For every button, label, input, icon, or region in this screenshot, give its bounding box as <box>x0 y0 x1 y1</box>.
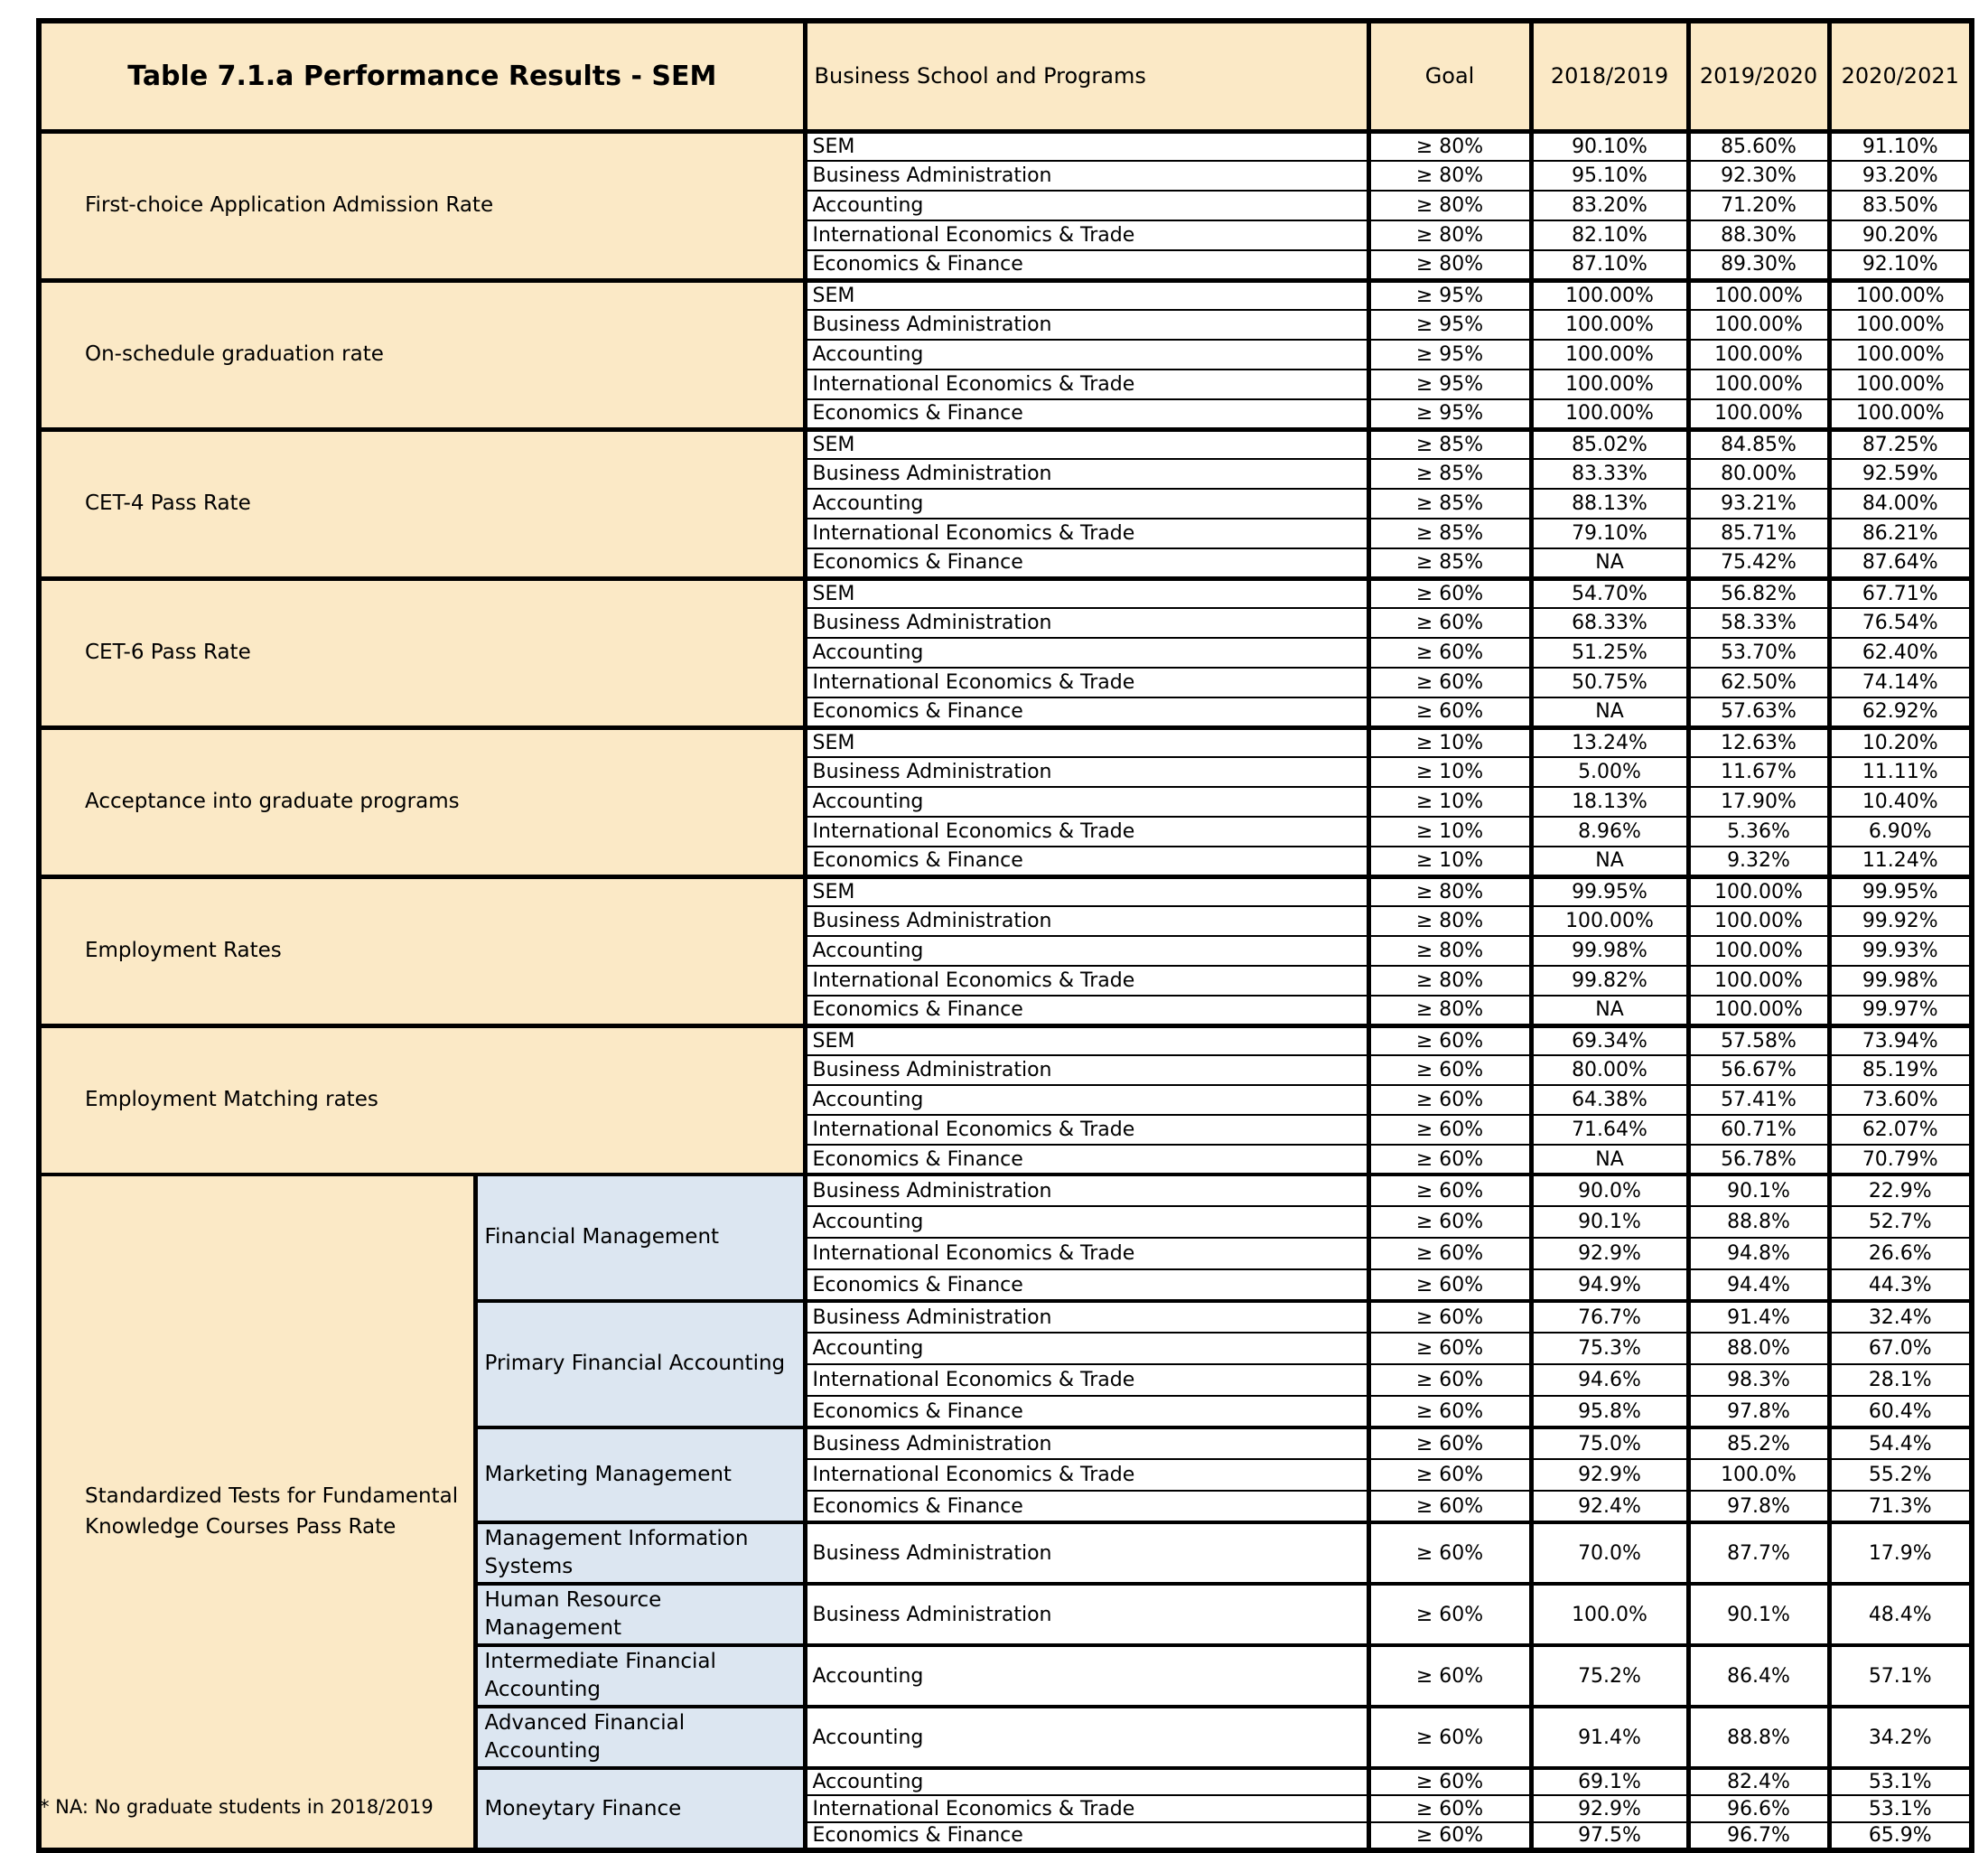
program-cell: Business Administration <box>805 1584 1368 1645</box>
value-cell: 26.6% <box>1829 1238 1972 1269</box>
value-cell: 98.3% <box>1688 1364 1829 1396</box>
goal-cell: ≥ 60% <box>1368 1301 1531 1333</box>
program-cell: Business Administration <box>805 1522 1368 1584</box>
value-cell: 67.0% <box>1829 1333 1972 1364</box>
value-cell: 87.10% <box>1531 250 1688 280</box>
program-cell: International Economics & Trade <box>805 370 1368 399</box>
goal-cell: ≥ 60% <box>1368 638 1531 668</box>
value-cell: NA <box>1531 697 1688 727</box>
value-cell: 79.10% <box>1531 519 1688 548</box>
goal-cell: ≥ 60% <box>1368 1707 1531 1768</box>
value-cell: 100.00% <box>1531 370 1688 399</box>
value-cell: 71.64% <box>1531 1115 1688 1145</box>
goal-cell: ≥ 80% <box>1368 876 1531 906</box>
value-cell: 88.30% <box>1688 220 1829 250</box>
program-cell: Accounting <box>805 1206 1368 1238</box>
value-cell: 83.20% <box>1531 191 1688 220</box>
value-cell: 11.11% <box>1829 757 1972 787</box>
program-cell: Accounting <box>805 340 1368 370</box>
column-header-programs: Business School and Programs <box>805 21 1368 131</box>
program-cell: Economics & Finance <box>805 847 1368 876</box>
category-cell: CET-4 Pass Rate <box>39 429 805 578</box>
program-cell: Business Administration <box>805 459 1368 489</box>
value-cell: 100.00% <box>1688 340 1829 370</box>
program-cell: SEM <box>805 1025 1368 1055</box>
program-cell: Business Administration <box>805 608 1368 638</box>
table-row <box>39 429 1972 459</box>
program-cell: International Economics & Trade <box>805 220 1368 250</box>
goal-cell: ≥ 60% <box>1368 608 1531 638</box>
value-cell: 64.38% <box>1531 1085 1688 1115</box>
program-cell: Economics & Finance <box>805 250 1368 280</box>
program-cell: SEM <box>805 876 1368 906</box>
value-cell: 56.82% <box>1688 578 1829 608</box>
value-cell: 100.00% <box>1688 280 1829 310</box>
value-cell: 11.24% <box>1829 847 1972 876</box>
value-cell: 71.3% <box>1829 1491 1972 1522</box>
goal-cell: ≥ 60% <box>1368 1645 1531 1707</box>
program-cell: Business Administration <box>805 1427 1368 1459</box>
goal-cell: ≥ 60% <box>1368 1206 1531 1238</box>
program-cell: Business Administration <box>805 161 1368 191</box>
value-cell: 70.79% <box>1829 1145 1972 1175</box>
value-cell: 62.07% <box>1829 1115 1972 1145</box>
value-cell: 99.95% <box>1829 876 1972 906</box>
value-cell: 93.20% <box>1829 161 1972 191</box>
goal-cell: ≥ 85% <box>1368 548 1531 578</box>
value-cell: 88.0% <box>1688 1333 1829 1364</box>
value-cell: 100.00% <box>1829 399 1972 429</box>
table-body <box>39 131 1972 1850</box>
value-cell: 100.00% <box>1829 370 1972 399</box>
goal-cell: ≥ 60% <box>1368 1522 1531 1584</box>
value-cell: 100.00% <box>1688 370 1829 399</box>
column-header-2018-2019: 2018/2019 <box>1531 21 1688 131</box>
goal-cell: ≥ 10% <box>1368 847 1531 876</box>
category-cell: Employment Matching rates <box>39 1025 805 1175</box>
value-cell: 5.00% <box>1531 757 1688 787</box>
value-cell: 86.21% <box>1829 519 1972 548</box>
performance-table <box>36 18 1974 1853</box>
value-cell: 91.4% <box>1531 1707 1688 1768</box>
column-header-2019-2020: 2019/2020 <box>1688 21 1829 131</box>
value-cell: 94.4% <box>1688 1269 1829 1301</box>
value-cell: 10.40% <box>1829 787 1972 817</box>
goal-cell: ≥ 60% <box>1368 578 1531 608</box>
value-cell: 62.50% <box>1688 668 1829 697</box>
value-cell: 99.93% <box>1829 936 1972 966</box>
program-cell: Economics & Finance <box>805 697 1368 727</box>
value-cell: 62.92% <box>1829 697 1972 727</box>
goal-cell: ≥ 95% <box>1368 340 1531 370</box>
program-cell: Economics & Finance <box>805 548 1368 578</box>
value-cell: 70.0% <box>1531 1522 1688 1584</box>
goal-cell: ≥ 95% <box>1368 310 1531 340</box>
value-cell: 92.4% <box>1531 1491 1688 1522</box>
program-cell: SEM <box>805 727 1368 757</box>
program-cell: International Economics & Trade <box>805 1115 1368 1145</box>
value-cell: 100.00% <box>1531 906 1688 936</box>
table-title: Table 7.1.a Performance Results - SEM <box>39 21 805 131</box>
program-cell: Accounting <box>805 1645 1368 1707</box>
value-cell: 74.14% <box>1829 668 1972 697</box>
goal-cell: ≥ 60% <box>1368 1459 1531 1491</box>
value-cell: 85.2% <box>1688 1427 1829 1459</box>
goal-cell: ≥ 95% <box>1368 399 1531 429</box>
value-cell: 57.63% <box>1688 697 1829 727</box>
value-cell: 90.0% <box>1531 1175 1688 1206</box>
program-cell: International Economics & Trade <box>805 519 1368 548</box>
category-cell: On-schedule graduation rate <box>39 280 805 429</box>
goal-cell: ≥ 60% <box>1368 1768 1531 1795</box>
value-cell: 73.60% <box>1829 1085 1972 1115</box>
category-cell: First-choice Application Admission Rate <box>39 131 805 280</box>
value-cell: 100.00% <box>1531 399 1688 429</box>
subcategory-cell: Marketing Management <box>475 1427 805 1522</box>
subcategory-cell: Management Information Systems <box>475 1522 805 1584</box>
value-cell: 57.58% <box>1688 1025 1829 1055</box>
value-cell: 88.13% <box>1531 489 1688 519</box>
program-cell: International Economics & Trade <box>805 966 1368 996</box>
value-cell: 6.90% <box>1829 817 1972 847</box>
program-cell: Business Administration <box>805 906 1368 936</box>
value-cell: 57.1% <box>1829 1645 1972 1707</box>
goal-cell: ≥ 60% <box>1368 1396 1531 1427</box>
program-cell: Accounting <box>805 191 1368 220</box>
value-cell: 82.4% <box>1688 1768 1829 1795</box>
program-cell: Economics & Finance <box>805 1822 1368 1850</box>
value-cell: NA <box>1531 996 1688 1025</box>
program-cell: Accounting <box>805 1768 1368 1795</box>
value-cell: 100.0% <box>1531 1584 1688 1645</box>
subcategory-cell: Human Resource Management <box>475 1584 805 1645</box>
value-cell: 48.4% <box>1829 1584 1972 1645</box>
value-cell: 55.2% <box>1829 1459 1972 1491</box>
value-cell: 83.33% <box>1531 459 1688 489</box>
goal-cell: ≥ 85% <box>1368 519 1531 548</box>
value-cell: 99.95% <box>1531 876 1688 906</box>
value-cell: 56.78% <box>1688 1145 1829 1175</box>
goal-cell: ≥ 80% <box>1368 966 1531 996</box>
goal-cell: ≥ 60% <box>1368 1427 1531 1459</box>
goal-cell: ≥ 60% <box>1368 1364 1531 1396</box>
program-cell: International Economics & Trade <box>805 1795 1368 1822</box>
value-cell: 91.10% <box>1829 131 1972 161</box>
value-cell: 88.8% <box>1688 1707 1829 1768</box>
value-cell: NA <box>1531 548 1688 578</box>
value-cell: 85.19% <box>1829 1055 1972 1085</box>
value-cell: 100.00% <box>1688 399 1829 429</box>
value-cell: 80.00% <box>1688 459 1829 489</box>
value-cell: 100.00% <box>1688 936 1829 966</box>
value-cell: 60.4% <box>1829 1396 1972 1427</box>
value-cell: 54.70% <box>1531 578 1688 608</box>
program-cell: Accounting <box>805 1333 1368 1364</box>
value-cell: 53.70% <box>1688 638 1829 668</box>
program-cell: Economics & Finance <box>805 1396 1368 1427</box>
value-cell: 99.92% <box>1829 906 1972 936</box>
value-cell: 65.9% <box>1829 1822 1972 1850</box>
value-cell: 99.82% <box>1531 966 1688 996</box>
value-cell: 91.4% <box>1688 1301 1829 1333</box>
subcategory-cell: Financial Management <box>475 1175 805 1301</box>
value-cell: 87.25% <box>1829 429 1972 459</box>
goal-cell: ≥ 80% <box>1368 220 1531 250</box>
value-cell: 89.30% <box>1688 250 1829 280</box>
value-cell: 92.9% <box>1531 1459 1688 1491</box>
value-cell: 9.32% <box>1688 847 1829 876</box>
value-cell: 88.8% <box>1688 1206 1829 1238</box>
goal-cell: ≥ 60% <box>1368 1145 1531 1175</box>
goal-cell: ≥ 85% <box>1368 489 1531 519</box>
goal-cell: ≥ 80% <box>1368 996 1531 1025</box>
value-cell: 85.02% <box>1531 429 1688 459</box>
goal-cell: ≥ 60% <box>1368 1115 1531 1145</box>
value-cell: 44.3% <box>1829 1269 1972 1301</box>
program-cell: International Economics & Trade <box>805 668 1368 697</box>
value-cell: 67.71% <box>1829 578 1972 608</box>
value-cell: 86.4% <box>1688 1645 1829 1707</box>
value-cell: 100.00% <box>1688 996 1829 1025</box>
program-cell: International Economics & Trade <box>805 817 1368 847</box>
goal-cell: ≥ 60% <box>1368 1822 1531 1850</box>
na-footnote: * NA: No graduate students in 2018/2019 <box>40 1796 434 1818</box>
value-cell: 10.20% <box>1829 727 1972 757</box>
program-cell: Business Administration <box>805 310 1368 340</box>
value-cell: 57.41% <box>1688 1085 1829 1115</box>
subcategory-cell: Advanced Financial Accounting <box>475 1707 805 1768</box>
goal-cell: ≥ 95% <box>1368 280 1531 310</box>
value-cell: 100.00% <box>1688 966 1829 996</box>
value-cell: 75.3% <box>1531 1333 1688 1364</box>
value-cell: 34.2% <box>1829 1707 1972 1768</box>
value-cell: 97.5% <box>1531 1822 1688 1850</box>
value-cell: 100.00% <box>1688 876 1829 906</box>
table-row <box>39 131 1972 161</box>
goal-cell: ≥ 60% <box>1368 1025 1531 1055</box>
value-cell: 17.90% <box>1688 787 1829 817</box>
value-cell: 100.00% <box>1531 340 1688 370</box>
value-cell: 71.20% <box>1688 191 1829 220</box>
value-cell: 85.71% <box>1688 519 1829 548</box>
program-cell: SEM <box>805 578 1368 608</box>
goal-cell: ≥ 60% <box>1368 697 1531 727</box>
value-cell: NA <box>1531 1145 1688 1175</box>
value-cell: 96.6% <box>1688 1795 1829 1822</box>
value-cell: 62.40% <box>1829 638 1972 668</box>
value-cell: 90.20% <box>1829 220 1972 250</box>
column-header-goal: Goal <box>1368 21 1531 131</box>
value-cell: 95.10% <box>1531 161 1688 191</box>
goal-cell: ≥ 10% <box>1368 817 1531 847</box>
program-cell: SEM <box>805 131 1368 161</box>
table-row <box>39 727 1972 757</box>
value-cell: 32.4% <box>1829 1301 1972 1333</box>
program-cell: Accounting <box>805 1707 1368 1768</box>
program-cell: Accounting <box>805 787 1368 817</box>
value-cell: 68.33% <box>1531 608 1688 638</box>
value-cell: 92.10% <box>1829 250 1972 280</box>
goal-cell: ≥ 10% <box>1368 757 1531 787</box>
value-cell: 92.9% <box>1531 1238 1688 1269</box>
goal-cell: ≥ 10% <box>1368 727 1531 757</box>
value-cell: 54.4% <box>1829 1427 1972 1459</box>
goal-cell: ≥ 60% <box>1368 1238 1531 1269</box>
value-cell: 22.9% <box>1829 1175 1972 1206</box>
value-cell: 90.1% <box>1531 1206 1688 1238</box>
value-cell: 94.8% <box>1688 1238 1829 1269</box>
value-cell: 100.00% <box>1829 340 1972 370</box>
value-cell: 97.8% <box>1688 1396 1829 1427</box>
value-cell: 92.9% <box>1531 1795 1688 1822</box>
program-cell: Accounting <box>805 489 1368 519</box>
table-row <box>39 1175 1972 1206</box>
value-cell: 53.1% <box>1829 1768 1972 1795</box>
value-cell: 100.00% <box>1829 310 1972 340</box>
value-cell: 75.0% <box>1531 1427 1688 1459</box>
value-cell: 93.21% <box>1688 489 1829 519</box>
value-cell: 8.96% <box>1531 817 1688 847</box>
value-cell: 100.00% <box>1829 280 1972 310</box>
goal-cell: ≥ 95% <box>1368 370 1531 399</box>
value-cell: 95.8% <box>1531 1396 1688 1427</box>
program-cell: International Economics & Trade <box>805 1364 1368 1396</box>
goal-cell: ≥ 60% <box>1368 668 1531 697</box>
value-cell: 82.10% <box>1531 220 1688 250</box>
value-cell: 18.13% <box>1531 787 1688 817</box>
value-cell: 99.98% <box>1531 936 1688 966</box>
category-cell: Standardized Tests for Fundamental Knowledge Courses Pass Rate <box>39 1175 475 1850</box>
goal-cell: ≥ 60% <box>1368 1055 1531 1085</box>
goal-cell: ≥ 85% <box>1368 429 1531 459</box>
value-cell: 51.25% <box>1531 638 1688 668</box>
value-cell: 76.7% <box>1531 1301 1688 1333</box>
value-cell: 84.85% <box>1688 429 1829 459</box>
value-cell: NA <box>1531 847 1688 876</box>
program-cell: Economics & Finance <box>805 1145 1368 1175</box>
value-cell: 50.75% <box>1531 668 1688 697</box>
value-cell: 73.94% <box>1829 1025 1972 1055</box>
goal-cell: ≥ 80% <box>1368 936 1531 966</box>
value-cell: 12.63% <box>1688 727 1829 757</box>
goal-cell: ≥ 60% <box>1368 1269 1531 1301</box>
goal-cell: ≥ 80% <box>1368 191 1531 220</box>
subcategory-cell: Intermediate Financial Accounting <box>475 1645 805 1707</box>
value-cell: 13.24% <box>1531 727 1688 757</box>
goal-cell: ≥ 60% <box>1368 1085 1531 1115</box>
column-header-2020-2021: 2020/2021 <box>1829 21 1972 131</box>
program-cell: Economics & Finance <box>805 399 1368 429</box>
value-cell: 17.9% <box>1829 1522 1972 1584</box>
value-cell: 96.7% <box>1688 1822 1829 1850</box>
goal-cell: ≥ 60% <box>1368 1795 1531 1822</box>
program-cell: Economics & Finance <box>805 1269 1368 1301</box>
value-cell: 100.00% <box>1531 280 1688 310</box>
table-row <box>39 280 1972 310</box>
program-cell: SEM <box>805 429 1368 459</box>
value-cell: 90.1% <box>1688 1584 1829 1645</box>
subcategory-cell: Moneytary Finance <box>475 1768 805 1850</box>
value-cell: 80.00% <box>1531 1055 1688 1085</box>
value-cell: 60.71% <box>1688 1115 1829 1145</box>
program-cell: Accounting <box>805 936 1368 966</box>
value-cell: 94.9% <box>1531 1269 1688 1301</box>
value-cell: 69.34% <box>1531 1025 1688 1055</box>
value-cell: 75.2% <box>1531 1645 1688 1707</box>
program-cell: Accounting <box>805 638 1368 668</box>
goal-cell: ≥ 60% <box>1368 1175 1531 1206</box>
program-cell: Business Administration <box>805 1055 1368 1085</box>
program-cell: International Economics & Trade <box>805 1238 1368 1269</box>
value-cell: 52.7% <box>1829 1206 1972 1238</box>
value-cell: 56.67% <box>1688 1055 1829 1085</box>
value-cell: 92.30% <box>1688 161 1829 191</box>
table-row <box>39 578 1972 608</box>
table-header-row <box>39 21 1972 131</box>
program-cell: SEM <box>805 280 1368 310</box>
goal-cell: ≥ 60% <box>1368 1584 1531 1645</box>
value-cell: 69.1% <box>1531 1768 1688 1795</box>
category-cell: Acceptance into graduate programs <box>39 727 805 876</box>
value-cell: 75.42% <box>1688 548 1829 578</box>
program-cell: Economics & Finance <box>805 1491 1368 1522</box>
value-cell: 87.7% <box>1688 1522 1829 1584</box>
category-cell: CET-6 Pass Rate <box>39 578 805 727</box>
value-cell: 90.10% <box>1531 131 1688 161</box>
value-cell: 83.50% <box>1829 191 1972 220</box>
value-cell: 100.00% <box>1531 310 1688 340</box>
program-cell: Business Administration <box>805 1175 1368 1206</box>
value-cell: 94.6% <box>1531 1364 1688 1396</box>
value-cell: 76.54% <box>1829 608 1972 638</box>
value-cell: 100.00% <box>1688 310 1829 340</box>
goal-cell: ≥ 80% <box>1368 250 1531 280</box>
goal-cell: ≥ 60% <box>1368 1491 1531 1522</box>
category-cell: Employment Rates <box>39 876 805 1025</box>
value-cell: 11.67% <box>1688 757 1829 787</box>
goal-cell: ≥ 85% <box>1368 459 1531 489</box>
goal-cell: ≥ 80% <box>1368 131 1531 161</box>
program-cell: Accounting <box>805 1085 1368 1115</box>
value-cell: 99.98% <box>1829 966 1972 996</box>
subcategory-cell: Primary Financial Accounting <box>475 1301 805 1427</box>
value-cell: 28.1% <box>1829 1364 1972 1396</box>
value-cell: 90.1% <box>1688 1175 1829 1206</box>
value-cell: 5.36% <box>1688 817 1829 847</box>
value-cell: 100.0% <box>1688 1459 1829 1491</box>
value-cell: 97.8% <box>1688 1491 1829 1522</box>
table-row <box>39 876 1972 906</box>
program-cell: Economics & Finance <box>805 996 1368 1025</box>
value-cell: 99.97% <box>1829 996 1972 1025</box>
value-cell: 87.64% <box>1829 548 1972 578</box>
goal-cell: ≥ 80% <box>1368 161 1531 191</box>
value-cell: 100.00% <box>1688 906 1829 936</box>
goal-cell: ≥ 80% <box>1368 906 1531 936</box>
table-row <box>39 1025 1972 1055</box>
value-cell: 92.59% <box>1829 459 1972 489</box>
program-cell: Business Administration <box>805 757 1368 787</box>
program-cell: Business Administration <box>805 1301 1368 1333</box>
program-cell: International Economics & Trade <box>805 1459 1368 1491</box>
value-cell: 85.60% <box>1688 131 1829 161</box>
value-cell: 58.33% <box>1688 608 1829 638</box>
goal-cell: ≥ 60% <box>1368 1333 1531 1364</box>
goal-cell: ≥ 10% <box>1368 787 1531 817</box>
value-cell: 84.00% <box>1829 489 1972 519</box>
value-cell: 53.1% <box>1829 1795 1972 1822</box>
